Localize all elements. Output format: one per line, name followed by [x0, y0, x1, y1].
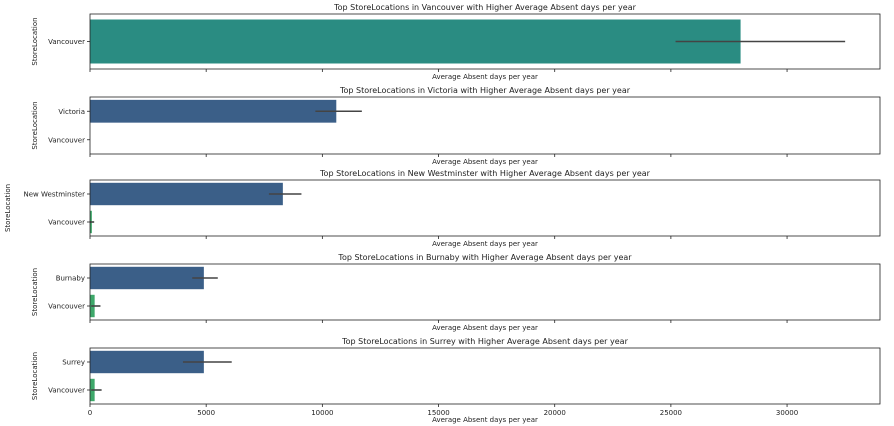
- bar-victoria: [90, 100, 336, 123]
- y-tick-label: Surrey: [62, 358, 85, 367]
- y-tick-label: Vancouver: [48, 386, 85, 395]
- bar-vancouver: [90, 20, 741, 64]
- x-tick-label: 25000: [659, 409, 683, 417]
- subplot-title: Top StoreLocations in New Westminster with Higher Average Absent days per year: [320, 169, 650, 178]
- y-tick-label: New Westminster: [23, 190, 85, 199]
- y-axis-label: StoreLocation: [31, 351, 39, 401]
- y-tick-label: Burnaby: [55, 274, 85, 283]
- axes-frame: [90, 348, 880, 404]
- subplot-title: Top StoreLocations in Vancouver with Higher Average Absent days per year: [334, 3, 636, 12]
- x-tick-label: 5000: [197, 409, 216, 417]
- subplot-3: [4, 169, 880, 248]
- x-tick-label: 15000: [427, 409, 450, 417]
- y-tick-label: Victoria: [58, 107, 85, 116]
- x-axis-label: Average Absent days per year: [432, 73, 538, 81]
- subplot-5: [31, 337, 880, 424]
- x-tick-label: 30000: [775, 409, 799, 417]
- subplot-2: [31, 86, 880, 166]
- subplot-title: Top StoreLocations in Burnaby with Higher Average Absent days per year: [338, 253, 632, 262]
- y-tick-label: Vancouver: [48, 136, 85, 145]
- subplot-title: Top StoreLocations in Victoria with Higher Average Absent days per year: [339, 86, 631, 95]
- x-tick-label: 20000: [543, 409, 566, 417]
- x-axis-label: Average Absent days per year: [432, 416, 538, 424]
- bar-new-westminster: [90, 183, 283, 205]
- subplot-4: [31, 253, 880, 332]
- subplot-1: [31, 3, 880, 81]
- y-axis-label: StoreLocation: [31, 101, 39, 150]
- y-axis-label: StoreLocation: [4, 183, 12, 233]
- subplot-title: Top StoreLocations in Surrey with Higher Average Absent days per year: [342, 337, 628, 346]
- x-tick-label: 0: [87, 409, 93, 417]
- y-axis-label: StoreLocation: [31, 267, 39, 317]
- x-tick-label: 10000: [311, 409, 334, 417]
- y-tick-label: Vancouver: [48, 218, 85, 227]
- x-axis-label: Average Absent days per year: [432, 158, 538, 166]
- y-tick-label: Vancouver: [48, 38, 85, 46]
- axes-frame: [90, 264, 880, 320]
- x-axis-label: Average Absent days per year: [432, 324, 538, 332]
- y-axis-label: StoreLocation: [31, 17, 39, 66]
- x-axis-label: Average Absent days per year: [432, 240, 538, 248]
- y-tick-label: Vancouver: [48, 302, 85, 311]
- bar-burnaby: [90, 267, 204, 289]
